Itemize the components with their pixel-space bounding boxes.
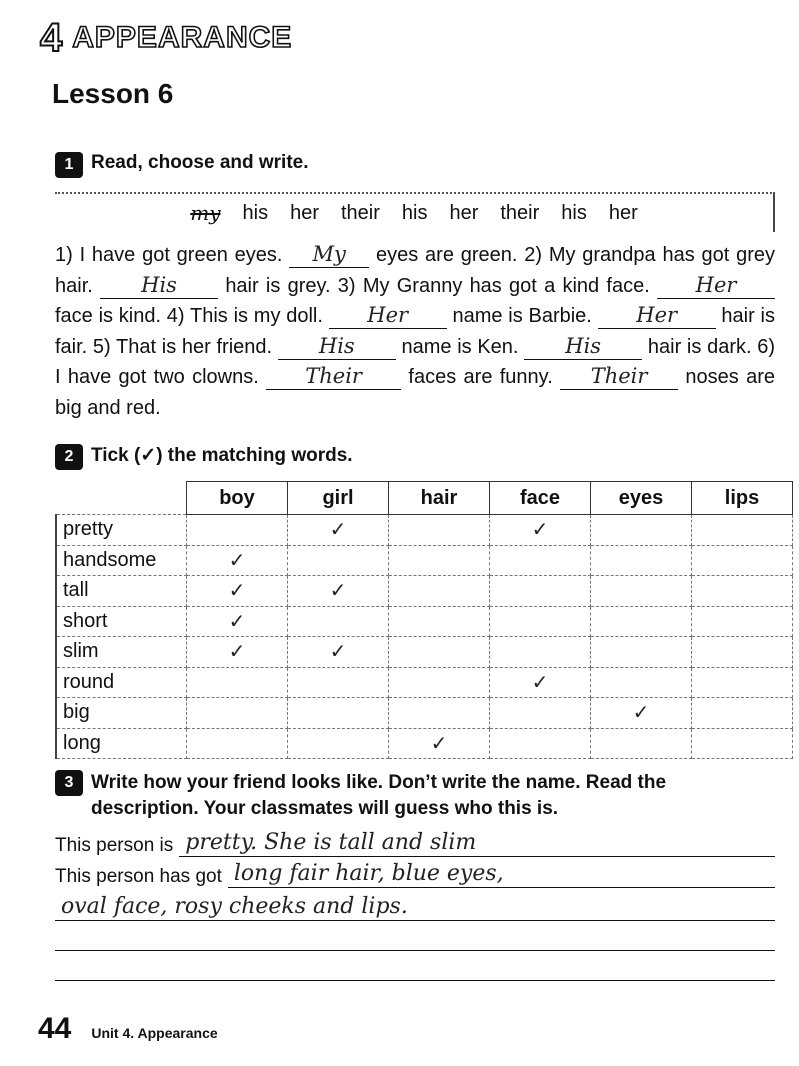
page-number: 44: [38, 1012, 72, 1045]
word-item: his: [401, 201, 428, 224]
row-label: long: [56, 728, 187, 759]
tick-mark-icon: ✓: [531, 517, 549, 542]
tick-cell[interactable]: [389, 698, 490, 729]
handwritten-answer: His: [565, 333, 602, 358]
matching-table: [55, 481, 793, 759]
tick-mark-icon: ✓: [531, 669, 549, 694]
answer-blank[interactable]: [100, 273, 218, 299]
tick-cell[interactable]: [591, 515, 692, 546]
handwritten-answer: Her: [636, 303, 678, 328]
text-fragment: face is kind. 4) This is my doll.: [55, 305, 323, 328]
answer-blank[interactable]: [289, 242, 369, 268]
writing-line-5[interactable]: [55, 954, 775, 981]
tick-cell[interactable]: [389, 515, 490, 546]
footer-unit-label: Unit 4. Appearance: [91, 1025, 218, 1041]
word-item: her: [608, 201, 638, 224]
column-header: eyes: [591, 482, 692, 515]
row-label: round: [56, 667, 187, 698]
task2-instruction: Tick (✓) the matching words.: [91, 445, 353, 466]
column-header: hair: [389, 482, 490, 515]
line-fill[interactable]: [228, 861, 775, 888]
tick-cell[interactable]: [692, 637, 793, 668]
line-fill[interactable]: [55, 924, 775, 951]
handwritten-answer: Their: [305, 364, 362, 389]
handwritten-answer: oval face, rosy cheeks and lips.: [61, 894, 408, 919]
line-label: This person is: [55, 835, 174, 856]
line-fill[interactable]: [179, 830, 775, 857]
tick-cell[interactable]: [187, 728, 288, 759]
writing-line-2[interactable]: [55, 861, 775, 888]
tick-cell[interactable]: [490, 545, 591, 576]
answer-blank[interactable]: [524, 334, 642, 360]
tick-cell[interactable]: [490, 728, 591, 759]
column-header: boy: [187, 482, 288, 515]
tick-cell[interactable]: [591, 545, 692, 576]
tick-cell[interactable]: [591, 637, 692, 668]
unit-header: [40, 18, 292, 58]
table-row: [56, 606, 793, 637]
tick-mark-icon: ✓: [329, 517, 347, 542]
tick-cell[interactable]: [389, 667, 490, 698]
tick-cell[interactable]: [591, 698, 692, 729]
word-item: her: [449, 201, 479, 224]
task1-number: 1: [55, 152, 83, 178]
tick-mark-icon: ✓: [228, 608, 246, 633]
answer-blank[interactable]: [598, 303, 716, 329]
answer-blank[interactable]: [266, 364, 401, 390]
answer-blank[interactable]: [657, 273, 775, 299]
line-label: This person has got: [55, 866, 222, 887]
task3-instruction: [91, 770, 666, 822]
column-header: face: [490, 482, 591, 515]
tick-cell[interactable]: [490, 698, 591, 729]
text-fragment: 1) I have got green eyes.: [55, 244, 283, 266]
column-header: lips: [692, 482, 793, 515]
word-item: their: [340, 201, 380, 224]
tick-cell[interactable]: [389, 576, 490, 607]
text-fragment: hair is fair. 5) That is her friend.: [55, 305, 775, 358]
tick-cell[interactable]: [692, 576, 793, 607]
tick-cell[interactable]: [490, 515, 591, 546]
text-fragment: name is Barbie.: [452, 305, 592, 328]
tick-cell[interactable]: [389, 545, 490, 576]
tick-cell[interactable]: [692, 515, 793, 546]
lesson-title: Lesson 6: [52, 78, 174, 109]
handwritten-answer: Her: [367, 303, 409, 328]
row-label: big: [56, 698, 187, 729]
tick-mark-icon: ✓: [228, 547, 246, 572]
tick-cell[interactable]: [187, 576, 288, 607]
table-corner: [56, 482, 187, 515]
tick-cell[interactable]: [591, 667, 692, 698]
task1-heading: [55, 152, 309, 178]
tick-cell[interactable]: [288, 515, 389, 546]
task1-instruction: Read, choose and write.: [91, 152, 309, 173]
tick-cell[interactable]: [490, 637, 591, 668]
tick-cell[interactable]: [692, 698, 793, 729]
word-box: [55, 192, 775, 232]
line-fill[interactable]: [55, 954, 775, 981]
tick-cell[interactable]: [490, 667, 591, 698]
word-item: his: [242, 201, 269, 224]
tick-cell[interactable]: [389, 637, 490, 668]
tick-cell[interactable]: [591, 606, 692, 637]
answer-blank[interactable]: [278, 334, 396, 360]
tick-cell[interactable]: [591, 728, 692, 759]
row-label: slim: [56, 637, 187, 668]
task2-heading: [55, 444, 353, 470]
writing-line-4[interactable]: [55, 924, 775, 951]
row-label: pretty: [56, 515, 187, 546]
tick-cell[interactable]: [389, 728, 490, 759]
tick-cell[interactable]: [288, 667, 389, 698]
table-row: [56, 545, 793, 576]
tick-cell[interactable]: [187, 667, 288, 698]
task3-instruction-line1: Write how your friend looks like. Don’t write the name. Read the: [91, 772, 667, 793]
answer-blank[interactable]: [329, 303, 447, 329]
line-fill[interactable]: [55, 894, 775, 921]
tick-cell[interactable]: [692, 667, 793, 698]
tick-cell[interactable]: [288, 545, 389, 576]
tick-mark-icon: ✓: [632, 700, 650, 725]
word-item: his: [561, 201, 587, 224]
handwritten-answer: Her: [695, 272, 737, 297]
row-label: tall: [56, 576, 187, 607]
tick-cell[interactable]: [490, 576, 591, 607]
handwritten-answer: Their: [590, 364, 648, 389]
tick-cell[interactable]: [692, 728, 793, 759]
handwritten-answer: long fair hair, blue eyes,: [233, 861, 504, 886]
tick-cell[interactable]: [692, 606, 793, 637]
word-item: my: [190, 201, 221, 225]
text-fragment: hair is grey. 3) My Granny has got a kind face.: [225, 274, 650, 297]
text-fragment: noses are big and red.: [55, 366, 775, 419]
tick-cell[interactable]: [288, 606, 389, 637]
table-row: [56, 728, 793, 759]
unit-number: 4: [40, 16, 63, 60]
tick-mark-icon: ✓: [228, 639, 246, 664]
table-header-row: [56, 482, 793, 515]
column-header: girl: [288, 482, 389, 515]
table-row: [56, 576, 793, 607]
task3-heading: [55, 770, 666, 822]
table-row: [56, 637, 793, 668]
answer-blank[interactable]: [560, 364, 678, 390]
tick-mark-icon: ✓: [430, 730, 448, 755]
tick-cell[interactable]: [288, 728, 389, 759]
handwritten-answer: His: [318, 333, 355, 358]
row-label: short: [56, 606, 187, 637]
text-fragment: name is Ken.: [401, 335, 519, 358]
text-fragment: faces are funny.: [408, 366, 553, 389]
unit-title: APPEARANCE: [72, 21, 293, 54]
table-row: [56, 698, 793, 729]
tick-cell[interactable]: [187, 515, 288, 546]
handwritten-answer: His: [141, 272, 177, 297]
tick-cell[interactable]: [490, 606, 591, 637]
task1-paragraph: [55, 240, 775, 424]
writing-line-3[interactable]: [55, 894, 775, 921]
tick-mark-icon: ✓: [329, 639, 347, 664]
tick-cell[interactable]: [187, 545, 288, 576]
table-row: [56, 667, 793, 698]
tick-cell[interactable]: [187, 606, 288, 637]
row-label: handsome: [56, 545, 187, 576]
handwritten-answer: pretty. She is tall and slim: [185, 830, 477, 855]
page-footer: [38, 1012, 218, 1046]
tick-cell[interactable]: [389, 606, 490, 637]
tick-cell[interactable]: [288, 576, 389, 607]
table-row: [56, 515, 793, 546]
tick-mark-icon: ✓: [329, 578, 347, 603]
task3-instruction-line2: description. Your classmates will guess who this is.: [91, 798, 559, 819]
handwritten-answer: My: [312, 242, 346, 266]
word-item: her: [290, 201, 319, 224]
tick-cell[interactable]: [187, 637, 288, 668]
tick-cell[interactable]: [288, 698, 389, 729]
tick-cell[interactable]: [288, 637, 389, 668]
tick-cell[interactable]: [692, 545, 793, 576]
task3-number: 3: [55, 770, 83, 796]
word-item: their: [500, 201, 540, 224]
tick-cell[interactable]: [187, 698, 288, 729]
task2-number: 2: [55, 444, 83, 470]
text-fragment: hair is dark. 6) I have got two clowns.: [55, 335, 776, 389]
writing-line-1[interactable]: [55, 830, 775, 857]
text-fragment: eyes are green. 2) My grandpa has got grey hair.: [55, 244, 775, 297]
tick-cell[interactable]: [591, 576, 692, 607]
tick-mark-icon: ✓: [228, 578, 246, 603]
